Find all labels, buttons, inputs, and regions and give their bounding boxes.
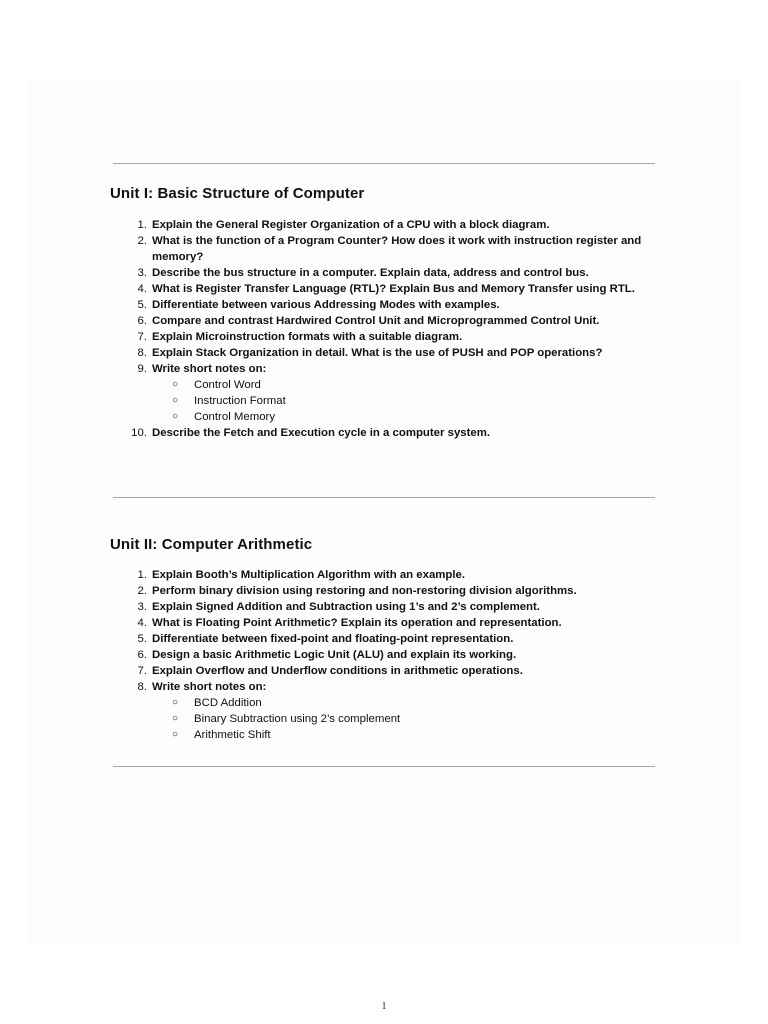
sub-list-item: ○ Binary Subtraction using 2’s complement — [172, 713, 401, 725]
document-page — [28, 78, 740, 944]
page-number: 1 — [381, 1001, 387, 1012]
divider-top — [113, 163, 655, 164]
divider-bottom — [113, 766, 655, 767]
list-item: 9. Write short notes on: ○ Control Word ○ Instruction Format ○ Control Memory — [109, 361, 669, 425]
list-item: 7. Explain Overflow and Underflow conditions in arithmetic operations. — [137, 665, 523, 677]
unit1-heading: Unit I: Basic Structure of Computer — [110, 185, 365, 202]
list-item: 3. Describe the bus structure in a computer. Explain data, address and control bus. — [137, 267, 589, 279]
unit2-heading: Unit II: Computer Arithmetic — [110, 536, 313, 553]
list-item: 2. Perform binary division using restoring and non-restoring division algorithms. — [137, 585, 577, 597]
sub-list-item: ○ Arithmetic Shift — [172, 729, 271, 741]
list-item: 4. What is Floating Point Arithmetic? Explain its operation and representation. — [137, 617, 562, 629]
list-item: 4. What is Register Transfer Language (RTL)? Explain Bus and Memory Transfer using RTL. — [137, 283, 635, 295]
list-item: 6. Compare and contrast Hardwired Control Unit and Microprogrammed Control Unit. — [137, 315, 600, 327]
list-item: 2. What is the function of a Program Counter? How does it work with instruction register and memory? — [137, 235, 642, 263]
list-item: 1. Explain Booth’s Multiplication Algorithm with an example. — [137, 569, 466, 581]
list-item: 7. Explain Microinstruction formats with a suitable diagram. — [137, 331, 463, 343]
list-item: 8. Explain Stack Organization in detail. What is the use of PUSH and POP operations? — [137, 347, 603, 359]
hollow-bullet-icon: ○ — [172, 713, 179, 724]
sub-list-item: ○ BCD Addition — [172, 697, 262, 709]
divider-middle — [113, 497, 655, 498]
unit2-question-list — [109, 567, 669, 743]
unit1-question-list — [109, 217, 669, 441]
list-item: 5. Differentiate between various Addressing Modes with examples. — [137, 299, 500, 311]
list-item: 6. Design a basic Arithmetic Logic Unit (ALU) and explain its working. — [137, 649, 517, 661]
list-item: 8. Write short notes on: ○ BCD Addition ○ Binary Subtraction using 2’s complement ○ Arithmetic Shift — [109, 679, 669, 743]
sub-list-item: ○ Control Word — [172, 379, 261, 391]
sub-list-item: ○ Control Memory — [172, 411, 276, 423]
hollow-bullet-icon: ○ — [172, 379, 179, 390]
unit2-short-notes-list — [152, 695, 669, 743]
hollow-bullet-icon: ○ — [172, 697, 179, 708]
list-item: 10. Describe the Fetch and Execution cycle in a computer system. — [131, 427, 491, 439]
list-item: 3. Explain Signed Addition and Subtraction using 1’s and 2’s complement. — [137, 601, 540, 613]
unit1-short-notes-list — [152, 377, 669, 425]
hollow-bullet-icon: ○ — [172, 411, 179, 422]
list-item: 5. Differentiate between fixed-point and floating-point representation. — [137, 633, 514, 645]
hollow-bullet-icon: ○ — [172, 729, 179, 740]
list-item: 1. Explain the General Register Organization of a CPU with a block diagram. — [137, 219, 550, 231]
sub-list-item: ○ Instruction Format — [172, 395, 286, 407]
hollow-bullet-icon: ○ — [172, 395, 179, 406]
